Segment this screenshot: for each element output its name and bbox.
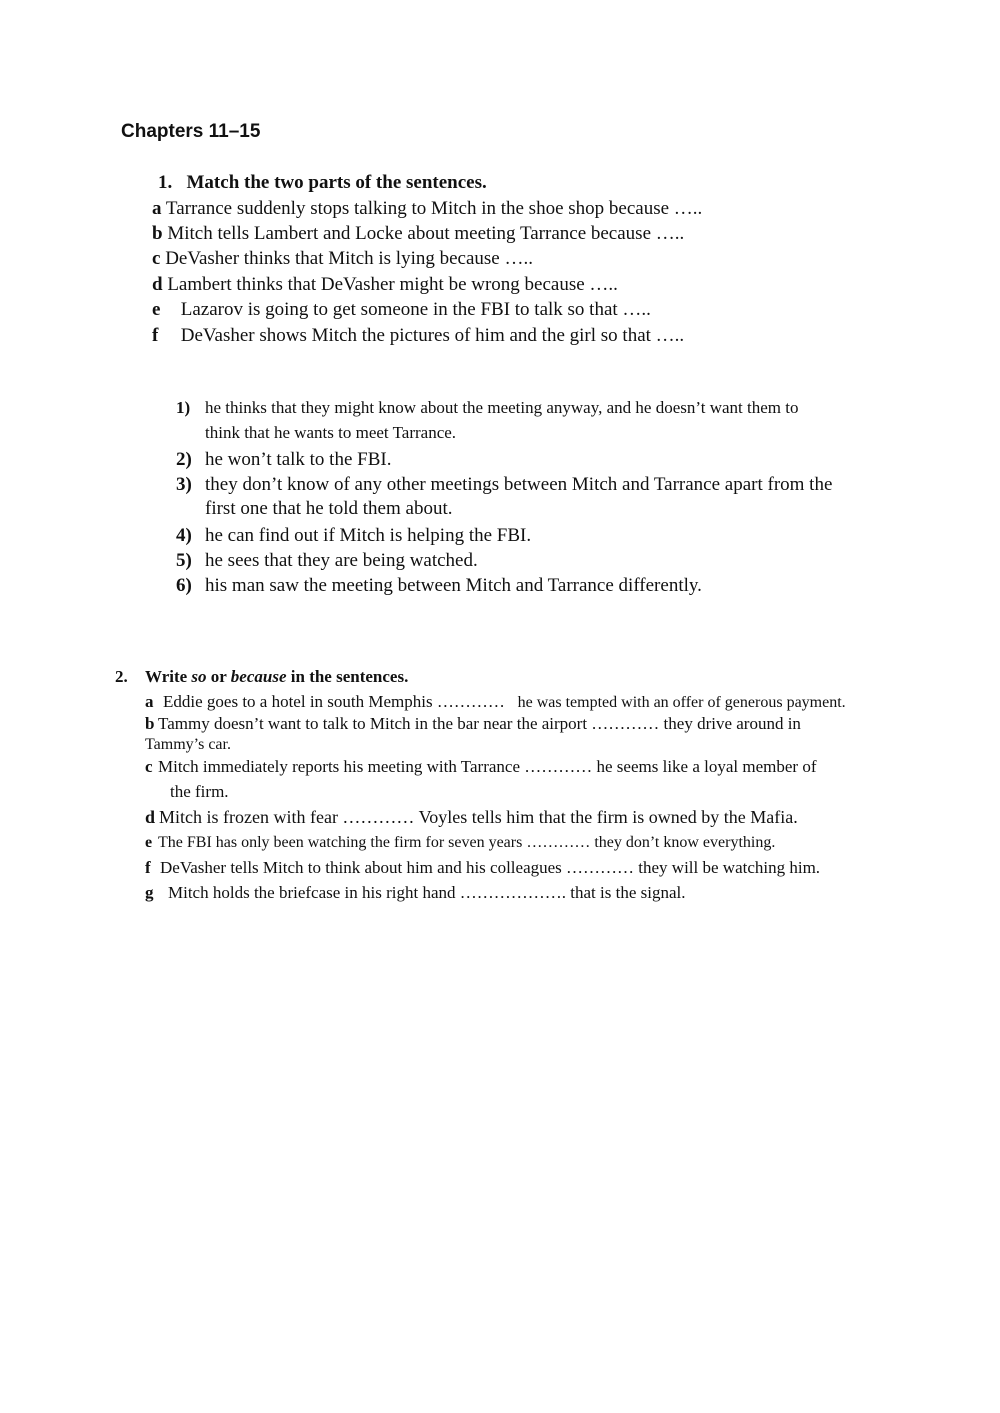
page-title: Chapters 11–15 — [121, 121, 261, 142]
sentence-text: Eddie goes to a hotel in south Memphis ………… — [163, 692, 505, 711]
blank-sentence-g — [145, 883, 685, 903]
word-so: so — [191, 667, 207, 686]
stem-letter: b — [152, 223, 163, 244]
ending-text: his man saw the meeting between Mitch and Tarrance differently. — [205, 575, 702, 596]
blank-sentence-b — [145, 714, 801, 734]
blank-sentence-b-continued: Tammy’s car. — [145, 736, 231, 753]
sentence-letter: e — [145, 834, 153, 851]
sentence-letter: g — [145, 883, 154, 902]
blank-sentence-d — [145, 807, 798, 828]
ending-text: they don’t know of any other meetings between Mitch and Tarrance apart from the — [205, 474, 833, 495]
ending-number: 3) — [176, 474, 192, 495]
stem-e — [152, 299, 651, 321]
blank-sentence-c-continued: the firm. — [170, 782, 229, 801]
stem-letter: f — [152, 325, 159, 346]
stem-text: Tarrance suddenly stops talking to Mitch in the shoe shop because ….. — [165, 198, 703, 219]
stem-text: Lambert thinks that DeVasher might be wrong because ….. — [167, 274, 618, 295]
blank-sentence-c — [145, 757, 816, 777]
sentence-letter: f — [145, 858, 151, 877]
ending-1-continued: think that he wants to meet Tarrance. — [205, 423, 457, 442]
ending-4 — [176, 525, 531, 547]
blank-sentence-a — [145, 692, 846, 712]
stem-c — [152, 248, 533, 270]
stem-text: Lazarov is going to get someone in the FBI to talk so that ….. — [180, 299, 651, 320]
word-or: or — [210, 667, 227, 686]
stem-text: DeVasher thinks that Mitch is lying because ….. — [165, 248, 533, 269]
ending-number: 6) — [176, 575, 192, 596]
ending-1 — [176, 398, 798, 418]
ending-text: he can find out if Mitch is helping the FBI. — [205, 525, 532, 546]
stem-letter: a — [152, 198, 162, 219]
ending-2 — [176, 449, 391, 471]
ending-text: he sees that they are being watched. — [205, 550, 478, 571]
instruction-prefix: Write — [145, 667, 188, 686]
stem-b — [152, 223, 684, 245]
sentence-text-end: he was tempted with an offer of generous payment. — [517, 694, 846, 711]
ending-number: 2) — [176, 449, 192, 470]
stem-letter: c — [152, 248, 161, 269]
sentence-text: Mitch is frozen with fear ………… Voyles tells him that the firm is owned by the Mafia. — [159, 807, 798, 827]
ending-number: 4) — [176, 525, 192, 546]
word-because: because — [230, 667, 287, 686]
ending-3 — [176, 474, 832, 496]
ending-3-continued: first one that he told them about. — [205, 498, 453, 519]
stem-a — [152, 198, 702, 220]
ending-6 — [176, 575, 702, 597]
stem-letter: d — [152, 274, 163, 295]
ending-number: 1) — [176, 398, 191, 417]
ending-5 — [176, 550, 478, 572]
instruction-suffix: in the sentences. — [290, 667, 409, 686]
stem-text: DeVasher shows Mitch the pictures of him and the girl so that ….. — [180, 325, 685, 346]
sentence-text: DeVasher tells Mitch to think about him and his colleagues ………… they will be watching him. — [160, 858, 821, 877]
sentence-letter: d — [145, 807, 156, 827]
stem-letter: e — [152, 299, 161, 320]
ending-text: he won’t talk to the FBI. — [205, 449, 392, 470]
exercise-2-number: 2. — [115, 667, 128, 686]
stem-d — [152, 274, 618, 296]
sentence-letter: a — [145, 692, 154, 711]
blank-sentence-e — [145, 834, 775, 852]
exercise-1-heading — [158, 172, 487, 194]
ending-number: 5) — [176, 550, 192, 571]
stem-f — [152, 325, 684, 347]
exercise-1-number: 1. — [158, 172, 173, 193]
exercise-2-heading — [115, 667, 408, 687]
sentence-text: Tammy doesn’t want to talk to Mitch in the bar near the airport ………… they drive around in — [158, 714, 801, 733]
sentence-text: The FBI has only been watching the firm for seven years ………… they don’t know everything. — [158, 834, 776, 851]
sentence-text: Mitch holds the briefcase in his right hand ………………. that is the signal. — [168, 883, 686, 902]
stem-text: Mitch tells Lambert and Locke about meeting Tarrance because ….. — [167, 223, 685, 244]
blank-sentence-f — [145, 858, 820, 878]
sentence-text: Mitch immediately reports his meeting with Tarrance ………… he seems like a loyal member of — [158, 757, 817, 776]
sentence-letter: b — [145, 714, 155, 733]
sentence-letter: c — [145, 757, 153, 776]
exercise-1-instruction: Match the two parts of the sentences. — [186, 172, 487, 193]
ending-text: he thinks that they might know about the meeting anyway, and he doesn’t want them to — [205, 398, 799, 417]
